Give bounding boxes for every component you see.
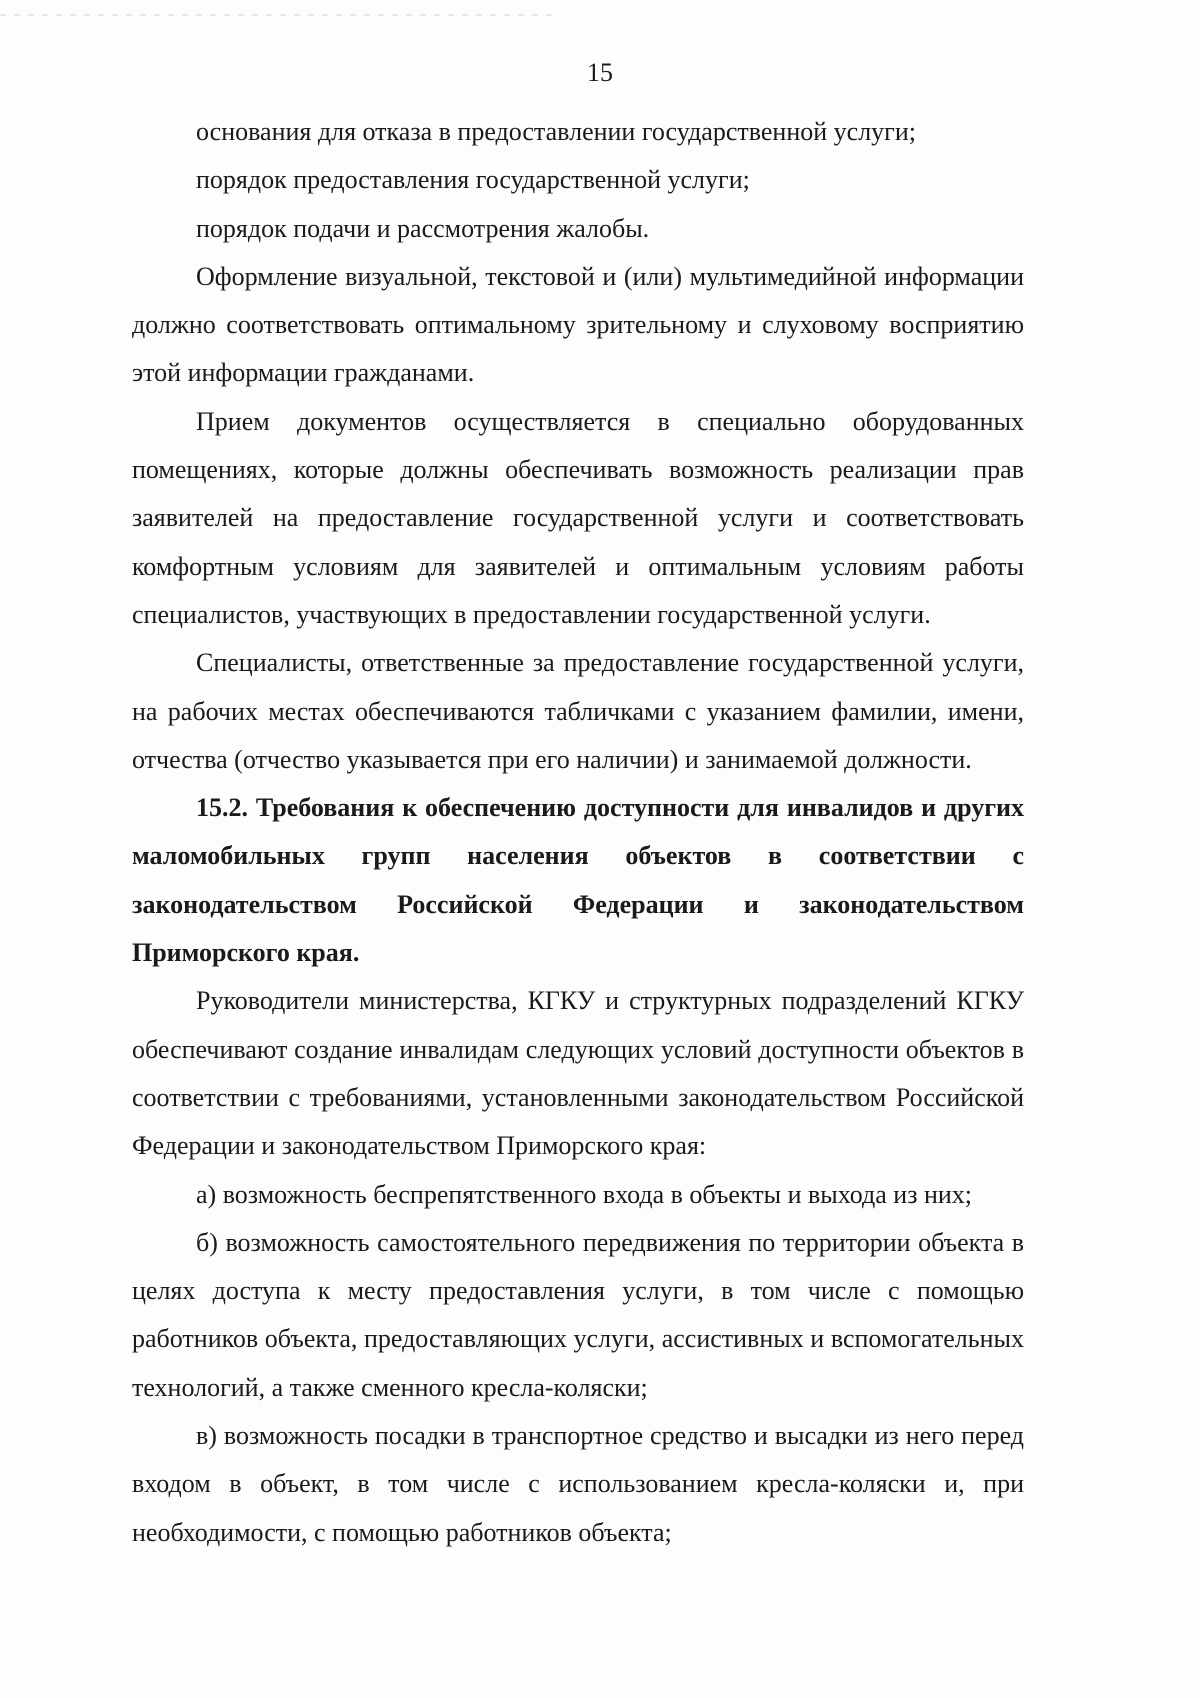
paragraph-service-procedure: порядок предоставления государственной услуги; — [196, 165, 750, 195]
list-item-a: а) возможность беспрепятственного входа в объекты и выхода из них; — [196, 1179, 973, 1209]
list-item-v: в) возможность посадки в транспортное средство и высадки из него перед входом в объект, в том числе с использованием кресла-коляски и, при необходимости, с помощью работников объекта; — [132, 1421, 1024, 1547]
section-heading-15-2: 15.2. Требования к обеспечению доступности для инвалидов и других маломобильных групп населения объектов в соответствии с законодательством Российской Федерации и законодательством Приморского края. — [132, 793, 1024, 968]
paragraph-document-reception: Прием документов осуществляется в специально оборудованных помещениях, которые должны обеспечивать возможность реализации прав заявителей на предоставление государственной услуги и соответствовать комфортным условиям для заявителей и оптимальным условиям работы специалистов, участвующих в предоставлении государственной услуги. — [132, 406, 1024, 629]
paragraph-specialists-nameplates: Специалисты, ответственные за предоставление государственной услуги, на рабочих местах обеспечиваются табличками с указанием фамилии, имени, отчества (отчество указывается при его наличии) и занимаемой должности. — [132, 648, 1024, 774]
paragraph-information-design: Оформление визуальной, текстовой и (или) мультимедийной информации должно соответствовать оптимальному зрительному и слуховому восприятию этой информации гражданами. — [132, 261, 1024, 388]
list-item-b: б) возможность самостоятельного передвижения по территории объекта в целях доступа к месту предоставления услуги, в том числе с помощью работников объекта, предоставляющих услуги, ассистивных и вспомогательных технологий, а также сменного кресла-коляски; — [132, 1227, 1024, 1402]
page-number: 15 — [587, 58, 613, 87]
document-body — [132, 108, 1024, 1557]
scan-artifact — [0, 14, 560, 16]
paragraph-refusal-grounds: основания для отказа в предоставлении государственной услуги; — [196, 117, 916, 146]
paragraph-accessibility-conditions: Руководители министерства, КГКУ и структурных подразделений КГКУ обеспечивают создание инвалидам следующих условий доступности объектов в соответствии с требованиями, установленными законодательством Российской Федерации и законодательством Приморского края: — [132, 986, 1024, 1161]
paragraph-complaint-procedure: порядок подачи и рассмотрения жалобы. — [196, 213, 650, 243]
